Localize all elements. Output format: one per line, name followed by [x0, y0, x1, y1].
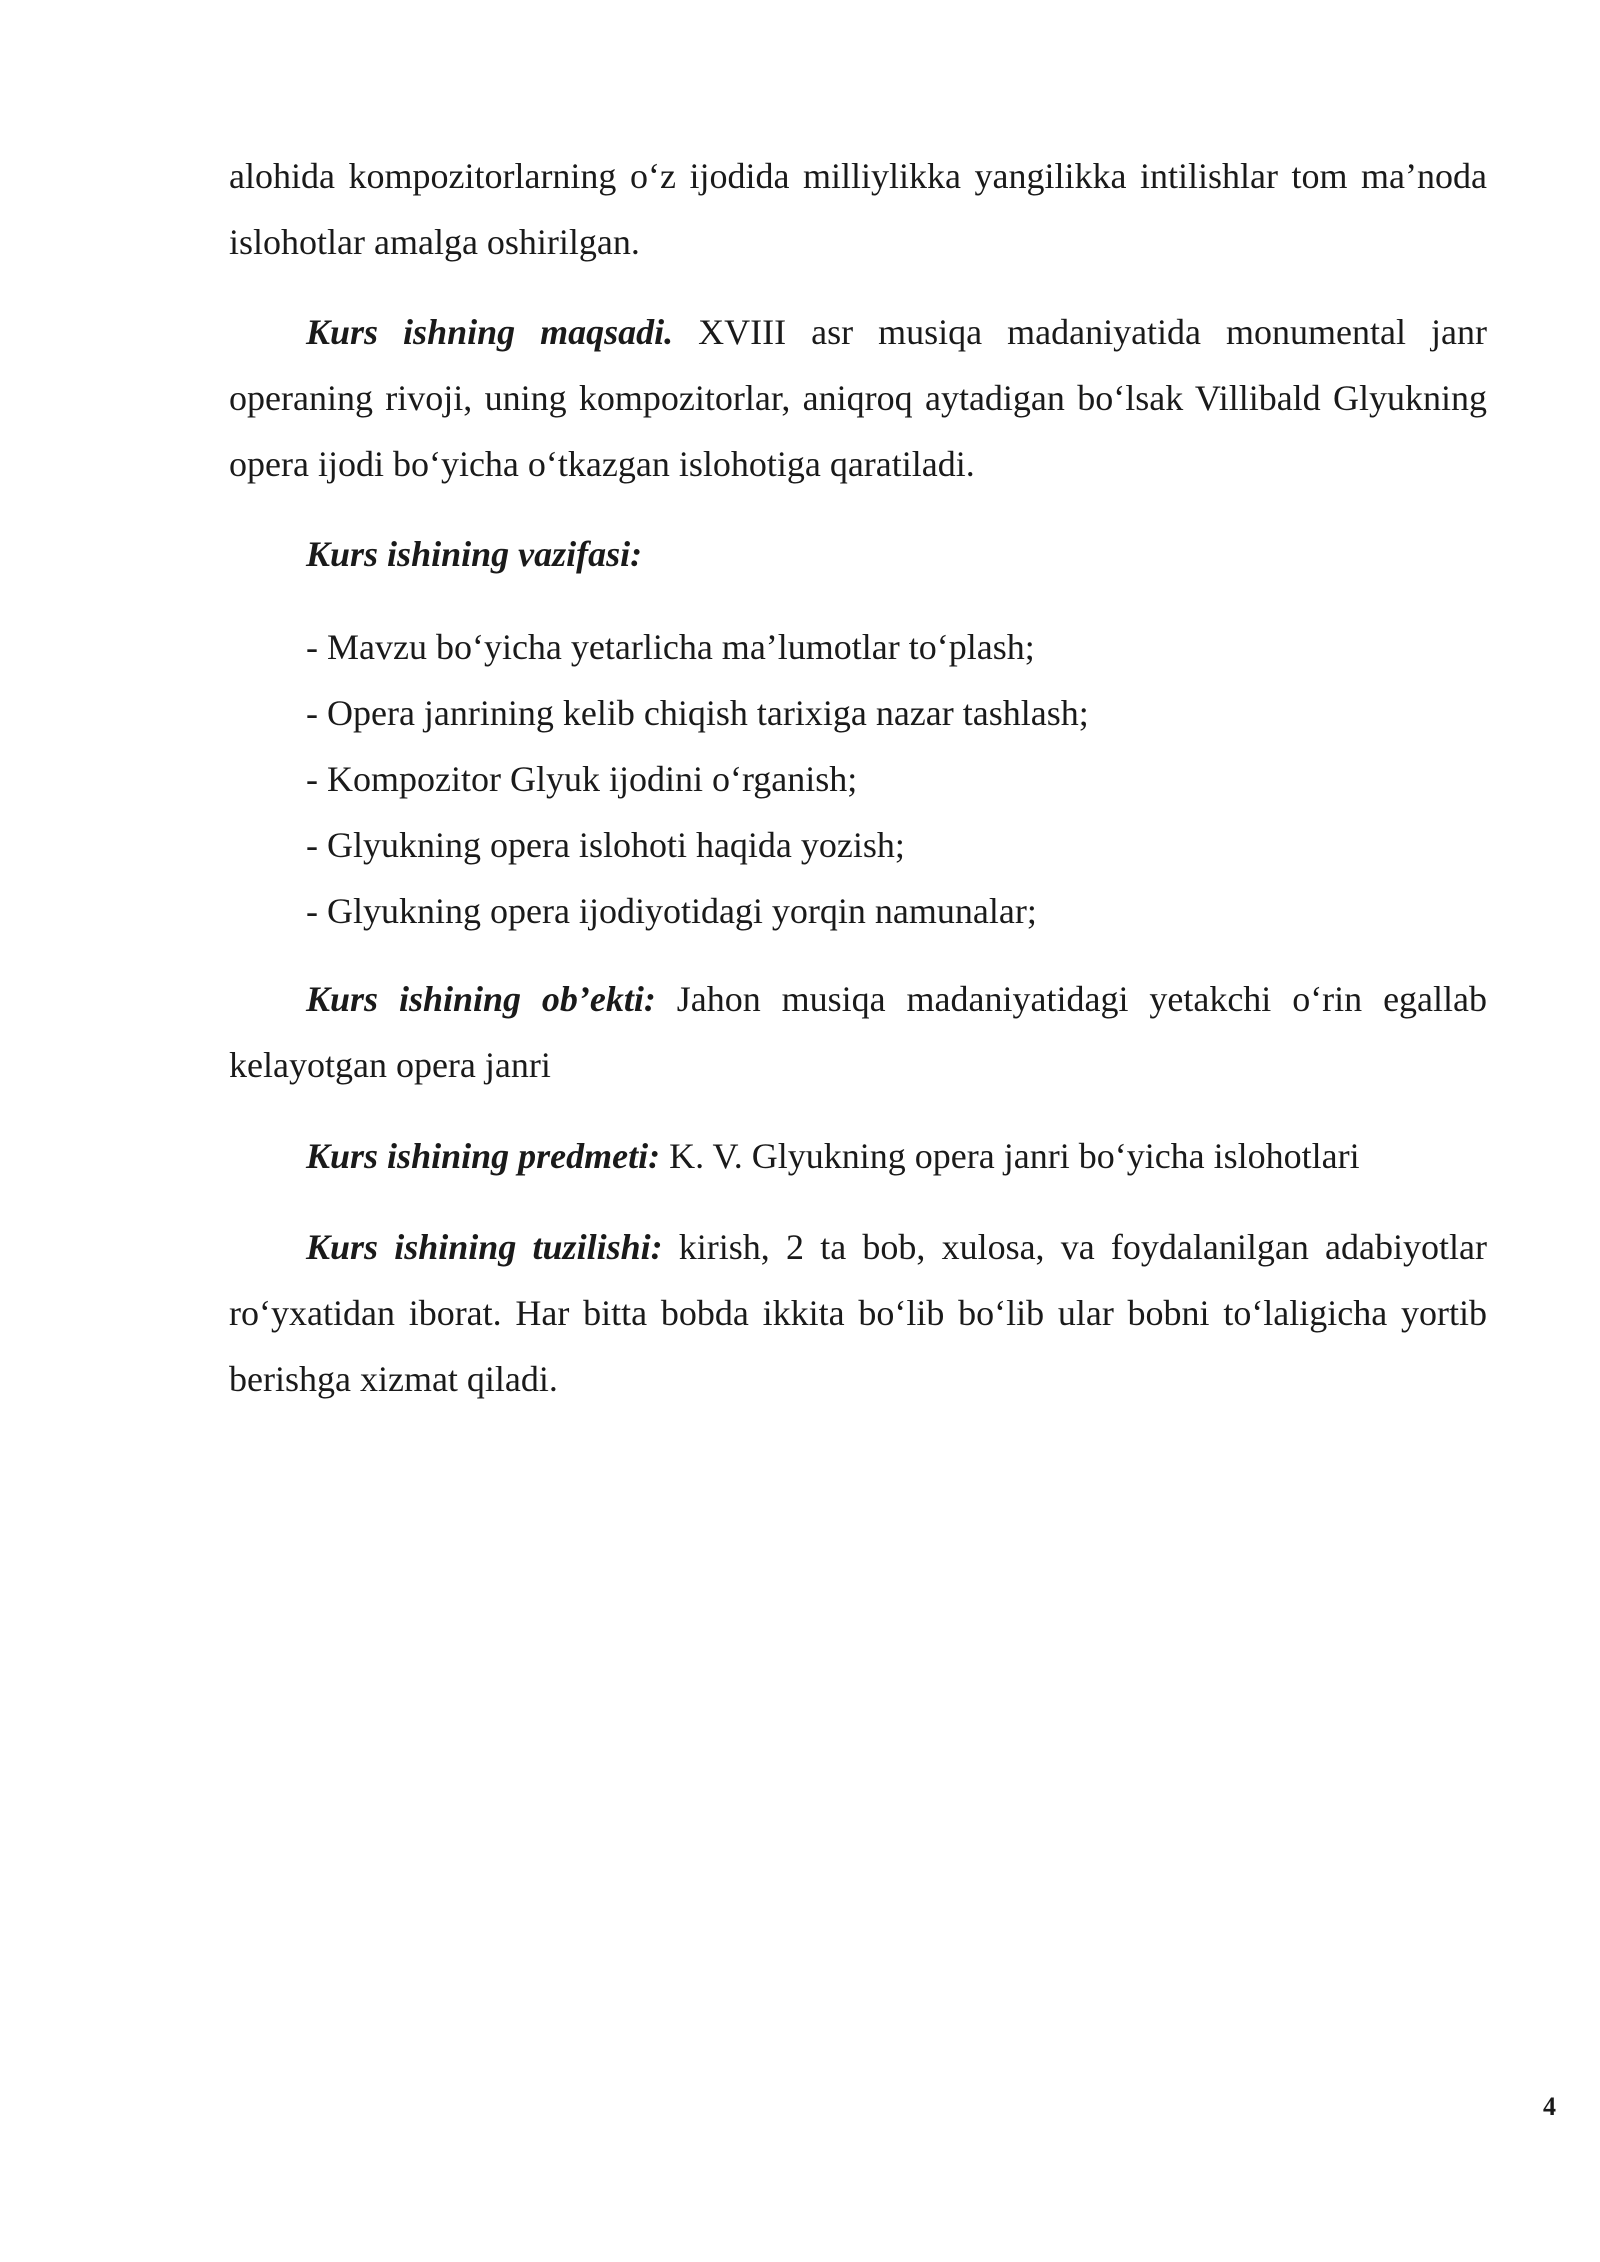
list-item: - Glyukning opera islohoti haqida yozish;: [306, 825, 905, 865]
obekt-paragraph: [229, 966, 1487, 1098]
list-item: - Kompozitor Glyuk ijodini o‘rganish;: [306, 759, 858, 799]
vazifa-list: [306, 614, 1089, 944]
predmet-text: K. V. Glyukning opera janri bo‘yicha islohotlari: [660, 1136, 1360, 1176]
tuzilish-paragraph: [229, 1214, 1487, 1412]
predmet-paragraph: [229, 1123, 1487, 1189]
page-number: 4: [1543, 2092, 1556, 2121]
list-item: - Glyukning opera ijodiyotidagi yorqin namunalar;: [306, 891, 1037, 931]
maqsad-paragraph: [229, 299, 1487, 497]
predmet-label: Kurs ishining predmeti:: [306, 1136, 661, 1176]
tuzilish-label: Kurs ishining tuzilishi:: [306, 1227, 663, 1267]
tuzilish-text: kirish, 2 ta bob, xulosa, va foydalanilgan adabiyotlar ro‘yxatidan iborat. Har bitta bobda ikkita bo‘lib bo‘lib ular bobni to‘laligicha yortib berishga xizmat qiladi.: [229, 1227, 1487, 1399]
vazifa-label: Kurs ishining vazifasi:: [306, 534, 643, 574]
list-item: - Mavzu bo‘yicha yetarlicha ma’lumotlar to‘plash;: [306, 627, 1035, 667]
obekt-text: Jahon musiqa madaniyatidagi yetakchi o‘rin egallab kelayotgan opera janri: [229, 979, 1488, 1085]
list-item: - Opera janrining kelib chiqish tarixiga nazar tashlash;: [306, 693, 1089, 733]
intro-paragraph: alohida kompozitorlarning o‘z ijodida milliylikka yangilikka intilishlar tom ma’noda islohotlar amalga oshirilgan.: [229, 156, 1487, 262]
maqsad-text: XVIII asr musiqa madaniyatida monumental janr operaning rivoji, uning kompozitorlar, aniqroq aytadigan bo‘lsak Villibald Glyukning opera ijodi bo‘yicha o‘tkazgan islohotiga qaratiladi.: [229, 312, 1487, 484]
vazifa-heading: [229, 521, 1487, 587]
maqsad-label: Kurs ishning maqsadi.: [306, 312, 674, 352]
obekt-label: Kurs ishining ob’ekti:: [306, 979, 656, 1019]
